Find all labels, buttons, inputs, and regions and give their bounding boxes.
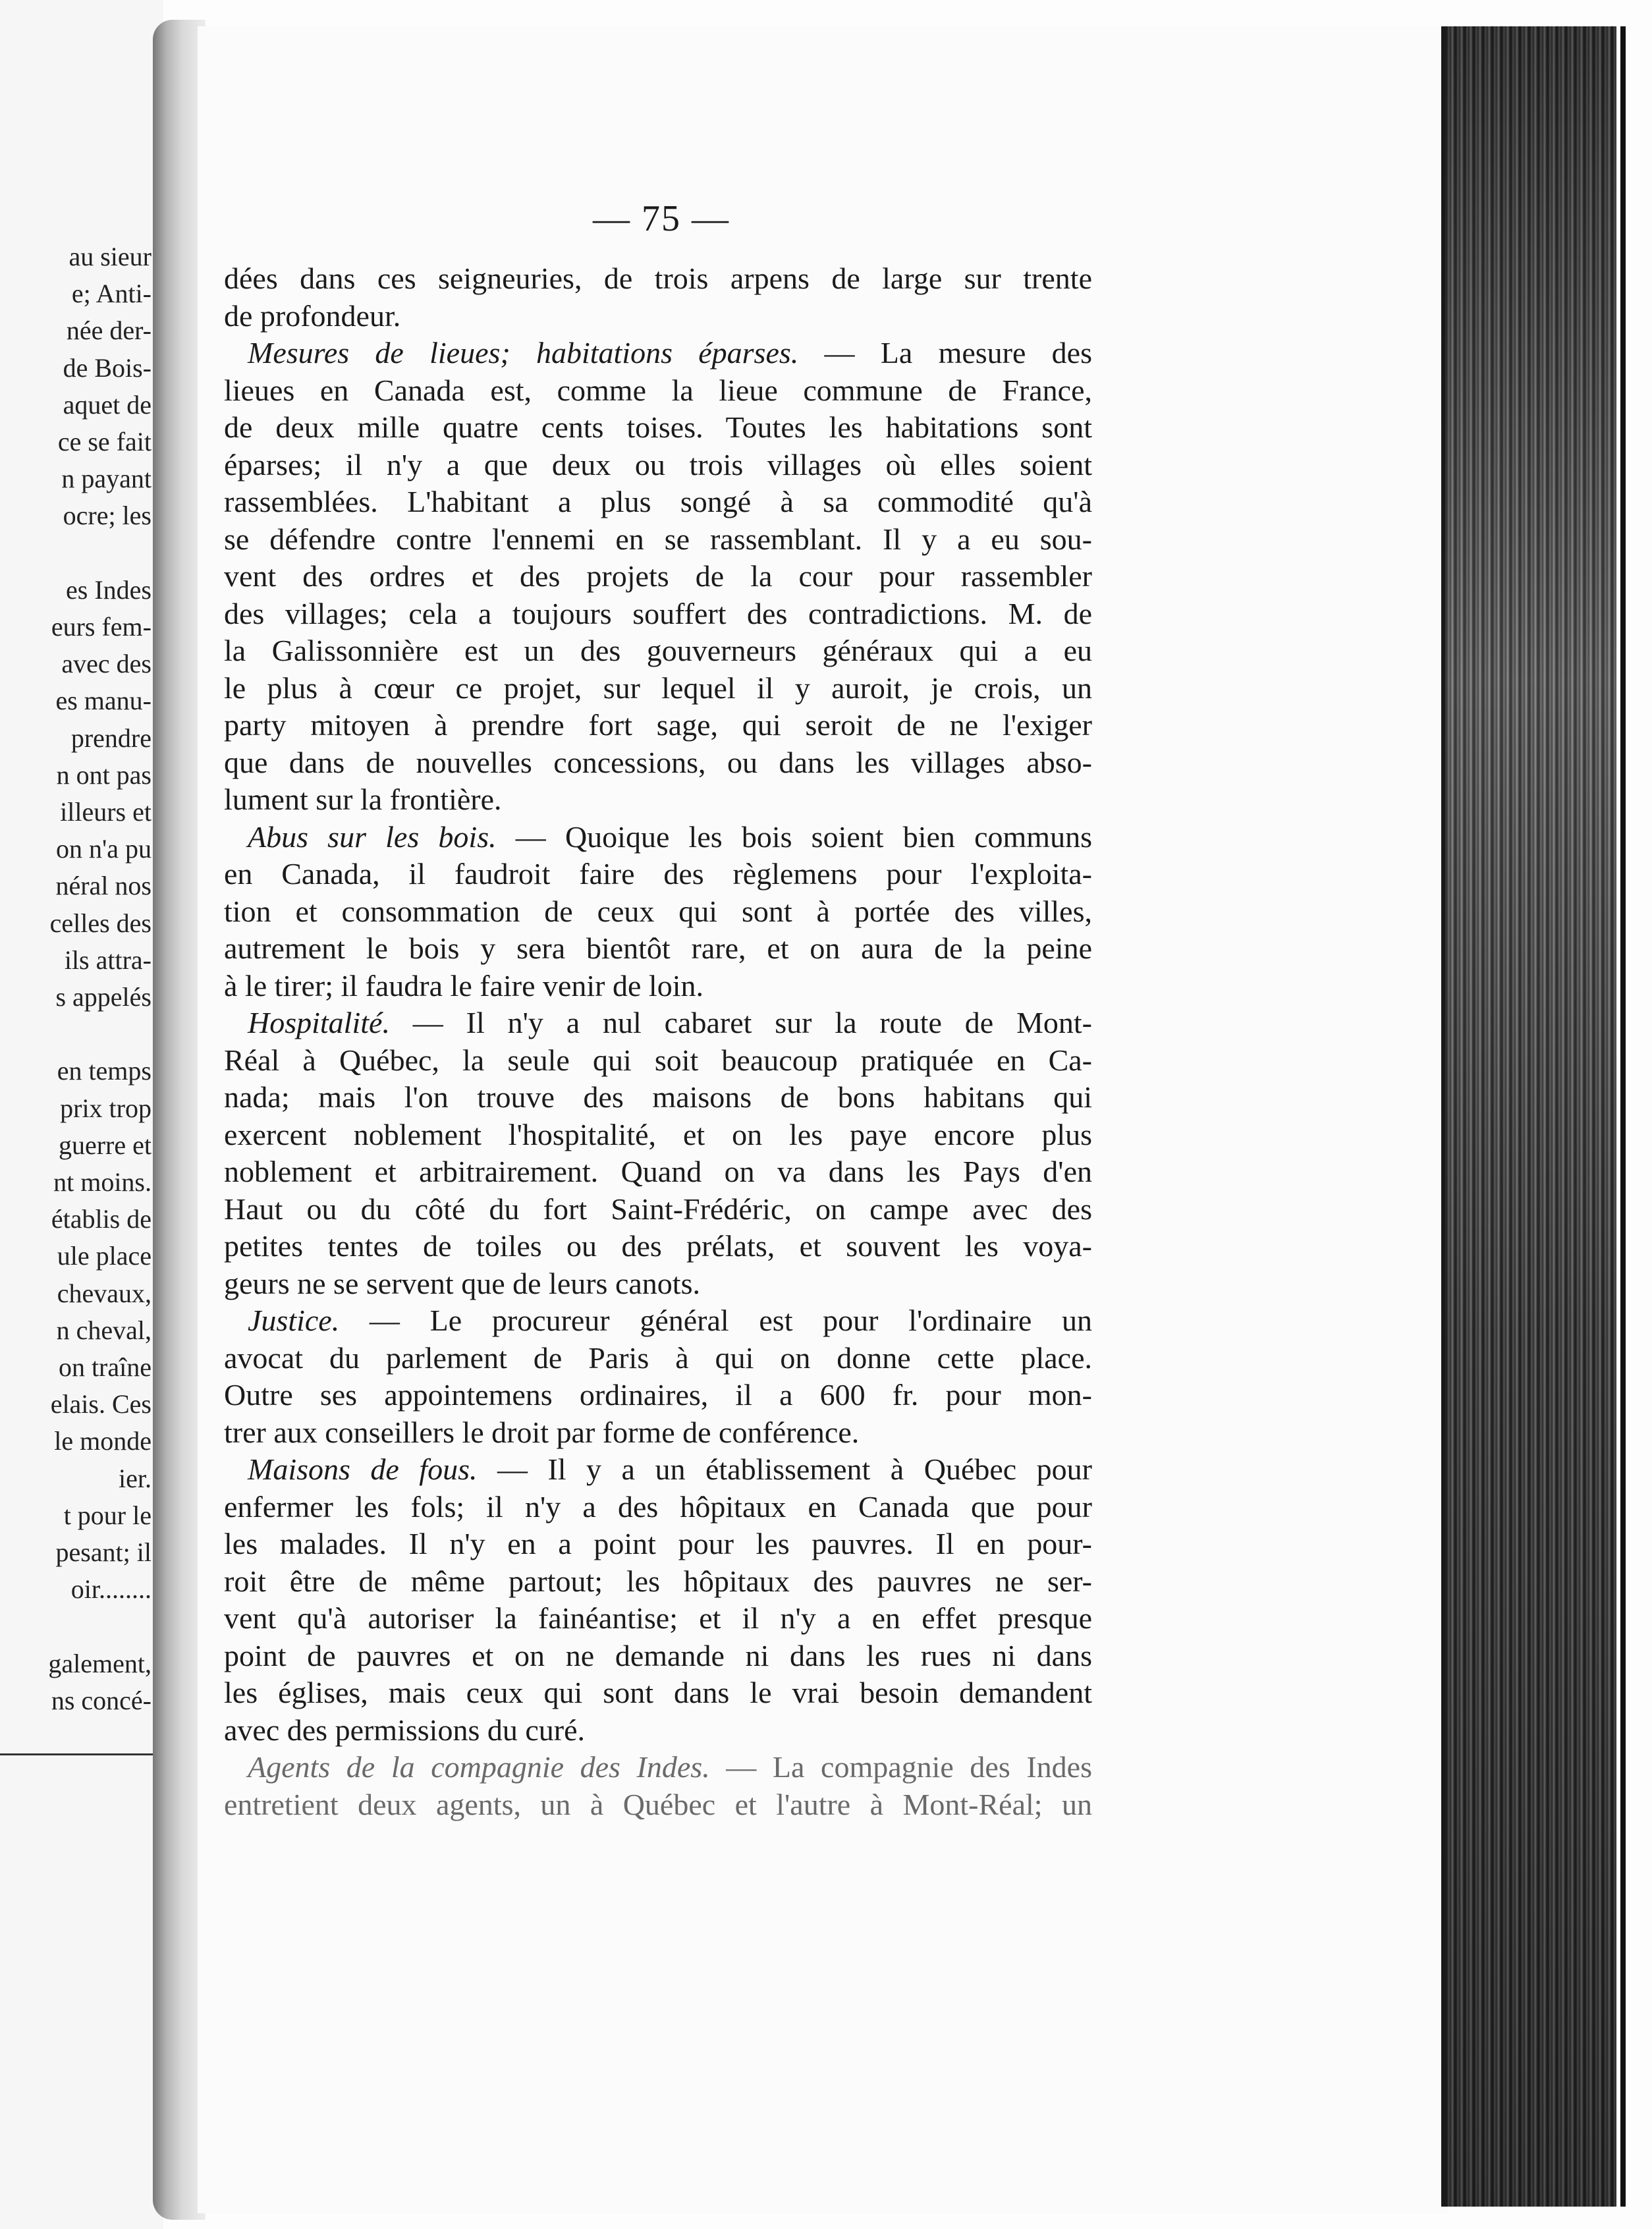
previous-page-line: on traîne — [58, 1352, 151, 1382]
previous-page-line: avec des — [61, 649, 151, 679]
text-line-content: noblement et arbitrairement. Quand on va dans les Pays d'en — [224, 1155, 1092, 1188]
text-line — [224, 707, 1092, 744]
previous-page-line: es Indes — [66, 574, 151, 605]
text-line-content: — Le procureur général est pour l'ordinaire un — [339, 1304, 1092, 1337]
previous-page-line: oir........ — [70, 1574, 151, 1605]
paragraph-heading: Hospitalité. — [248, 1006, 390, 1039]
text-line — [224, 1265, 1092, 1303]
previous-page-line: ils attra- — [64, 945, 151, 975]
previous-page-footnote-rule — [0, 1753, 163, 1755]
previous-page-line: s appelés — [55, 982, 151, 1012]
previous-page-line: illeurs et — [60, 797, 151, 827]
text-line-content: vent des ordres et des projets de la cour pour rassembler — [224, 559, 1092, 593]
text-line — [224, 1228, 1092, 1265]
previous-page-line: ocre; les — [63, 501, 151, 531]
text-line-content: avec des permissions du curé. — [224, 1713, 586, 1747]
previous-page-line: prix trop — [60, 1093, 151, 1123]
previous-page-line: e; Anti- — [71, 279, 151, 309]
text-line-content: geurs ne se servent que de leurs canots. — [224, 1266, 700, 1300]
text-line — [224, 1674, 1092, 1712]
previous-page-line: nt moins. — [53, 1167, 151, 1197]
text-line-content: de profondeur. — [224, 298, 401, 333]
paragraph-heading: Agents de la compagnie des Indes. — [248, 1750, 710, 1784]
text-line — [224, 1191, 1092, 1228]
text-line — [224, 1042, 1092, 1080]
text-line-content: avocat du parlement de Paris à qui on donne cette place. — [224, 1340, 1092, 1375]
text-line-content: Outre ses appointemens ordinaires, il a 600 fr. pour mon- — [224, 1378, 1092, 1412]
previous-page-line: on n'a pu — [56, 834, 151, 864]
text-line-content: des villages; cela a toujours souffert des contradictions. M. de — [224, 596, 1092, 630]
text-line-content: petites tentes de toiles ou des prélats, et souvent les voya- — [224, 1229, 1092, 1263]
text-line-content: le plus à cœur ce projet, sur lequel il y auroit, je crois, un — [224, 671, 1092, 705]
text-line — [224, 483, 1092, 521]
text-line-content: en Canada, il faudroit faire des règlemens pour l'exploita- — [224, 857, 1092, 891]
text-line — [224, 260, 1092, 298]
paragraph-heading-line — [224, 1302, 1092, 1340]
previous-page-fragment — [0, 0, 163, 2229]
text-line — [224, 1377, 1092, 1414]
text-line — [224, 1489, 1092, 1526]
text-line — [224, 595, 1092, 633]
previous-page-line: néral nos — [55, 871, 151, 901]
text-line — [224, 893, 1092, 931]
previous-page-line: elais. Ces — [50, 1389, 151, 1419]
text-line — [224, 409, 1092, 447]
paragraph-heading: Justice. — [248, 1304, 340, 1337]
paragraph-heading-line — [224, 1749, 1092, 1786]
text-line — [224, 521, 1092, 559]
previous-page-line: celles des — [49, 908, 151, 938]
previous-page-line: guerre et — [58, 1130, 151, 1160]
text-line-content: les églises, mais ceux qui sont dans le vrai besoin demandent — [224, 1676, 1092, 1709]
text-line-content: trer aux conseillers le droit par forme de conférence. — [224, 1415, 860, 1449]
text-line — [224, 968, 1092, 1005]
previous-page-line: es manu- — [55, 686, 151, 716]
text-line-content: se défendre contre l'ennemi en se rassemblant. Il y a eu sou- — [224, 522, 1092, 556]
text-line — [224, 930, 1092, 968]
previous-page-line: ns concé- — [51, 1685, 151, 1715]
text-line-content: éparses; il n'y a que deux ou trois villages où elles soient — [224, 447, 1092, 482]
text-line — [224, 781, 1092, 819]
text-line — [224, 632, 1092, 670]
page-body-text — [224, 260, 1092, 1823]
text-line — [224, 1712, 1092, 1749]
text-line — [224, 298, 1092, 335]
previous-page-line: eurs fem- — [51, 612, 151, 642]
previous-page-line: ier. — [119, 1463, 151, 1493]
text-line-content: à le tirer; il faudra le faire venir de loin. — [224, 968, 703, 1003]
text-line — [224, 1079, 1092, 1116]
text-line-content: de deux mille quatre cents toises. Toutes les habitations sont — [224, 410, 1092, 444]
text-line — [224, 1153, 1092, 1191]
previous-page-line: pesant; il — [55, 1537, 151, 1567]
text-line — [224, 1526, 1092, 1563]
previous-page-line: galement, — [48, 1648, 151, 1678]
text-line-content: roit être de même partout; les hôpitaux des pauvres ne ser- — [224, 1564, 1092, 1598]
text-line-content: — La mesure des — [798, 336, 1092, 370]
paragraph-heading-line — [224, 819, 1092, 856]
text-line-content: nada; mais l'on trouve des maisons de bons habitans qui — [224, 1080, 1092, 1114]
previous-page-line: au sieur — [69, 242, 151, 271]
previous-page-line: en temps — [57, 1056, 151, 1086]
text-line-content: Haut ou du côté du fort Saint-Frédéric, on campe avec des — [224, 1192, 1092, 1226]
text-line — [224, 1600, 1092, 1637]
text-line-content: Réal à Québec, la seule qui soit beaucoup pratiquée en Ca- — [224, 1043, 1092, 1077]
paragraph-heading-line — [224, 1451, 1092, 1489]
previous-page-line: t pour le — [63, 1500, 151, 1530]
text-line-content: la Galissonnière est un des gouverneurs généraux qui a eu — [224, 634, 1092, 667]
text-line — [224, 1786, 1092, 1824]
text-line — [224, 744, 1092, 782]
text-line-content: — La compagnie des Indes — [709, 1750, 1092, 1784]
previous-page-line: ce se fait — [57, 427, 151, 456]
previous-page-line: née der- — [66, 316, 151, 346]
previous-page-line: le monde — [54, 1426, 151, 1456]
previous-page-line: aquet de — [63, 389, 151, 420]
previous-page-line: ule place — [57, 1241, 151, 1271]
previous-page-line: n cheval, — [56, 1315, 151, 1345]
text-line-content: dées dans ces seigneuries, de trois arpens de large sur trente — [224, 261, 1092, 295]
previous-page-line: n payant — [61, 464, 151, 494]
previous-page-line: prendre — [70, 723, 151, 753]
scan-border — [1620, 26, 1626, 2207]
text-line — [224, 1116, 1092, 1154]
previous-page-line: n ont pas — [56, 759, 151, 790]
text-line-content: exercent noblement l'hospitalité, et on les paye encore plus — [224, 1117, 1092, 1151]
previous-page-line: chevaux, — [57, 1278, 151, 1308]
text-line-content: tion et consommation de ceux qui sont à portée des villes, — [224, 894, 1092, 928]
book-fore-edge — [1441, 26, 1616, 2207]
text-line-content: — Quoique les bois soient bien communs — [496, 819, 1092, 854]
text-line-content: autrement le bois y sera bientôt rare, et on aura de la peine — [224, 931, 1092, 965]
text-line — [224, 1637, 1092, 1675]
text-line — [224, 1414, 1092, 1452]
paragraph-heading: Mesures de lieues; habitations éparses. — [248, 336, 799, 370]
text-line-content: party mitoyen à prendre fort sage, qui seroit de ne l'exiger — [224, 708, 1092, 742]
text-line — [224, 856, 1092, 893]
text-line-content: que dans de nouvelles concessions, ou dans les villages abso- — [224, 745, 1092, 779]
text-line-content: lieues en Canada est, comme la lieue commune de France, — [224, 373, 1092, 407]
text-line-content: — Il y a un établissement à Québec pour — [477, 1452, 1093, 1486]
previous-page-line: de Bois- — [63, 352, 151, 383]
paragraph-heading-line — [224, 1004, 1092, 1042]
text-line-content: enfermer les fols; il n'y a des hôpitaux en Canada que pour — [224, 1489, 1092, 1524]
text-line — [224, 670, 1092, 707]
text-line — [224, 447, 1092, 484]
paragraph-heading: Abus sur les bois. — [248, 819, 497, 854]
text-line — [224, 1340, 1092, 1377]
paragraph-heading: Maisons de fous. — [248, 1452, 478, 1486]
page-number: — 75 — — [593, 198, 730, 239]
text-line-content: vent qu'à autoriser la fainéantise; et il n'y a en effet presque — [224, 1601, 1092, 1635]
text-line-content: — Il n'y a nul cabaret sur la route de Mont- — [389, 1006, 1092, 1039]
text-line — [224, 558, 1092, 595]
text-line-content: les malades. Il n'y en a point pour les pauvres. Il en pour- — [224, 1527, 1092, 1560]
paragraph-heading-line — [224, 335, 1092, 372]
text-line-content: lument sur la frontière. — [224, 783, 502, 816]
text-line-content: point de pauvres et on ne demande ni dans les rues ni dans — [224, 1638, 1092, 1672]
previous-page-line: établis de — [51, 1204, 151, 1234]
text-line-content: rassemblées. L'habitant a plus songé à sa commodité qu'à — [224, 485, 1092, 518]
text-line — [224, 372, 1092, 410]
text-line-content: entretient deux agents, un à Québec et l'autre à Mont-Réal; un — [224, 1787, 1092, 1821]
text-line — [224, 1563, 1092, 1601]
